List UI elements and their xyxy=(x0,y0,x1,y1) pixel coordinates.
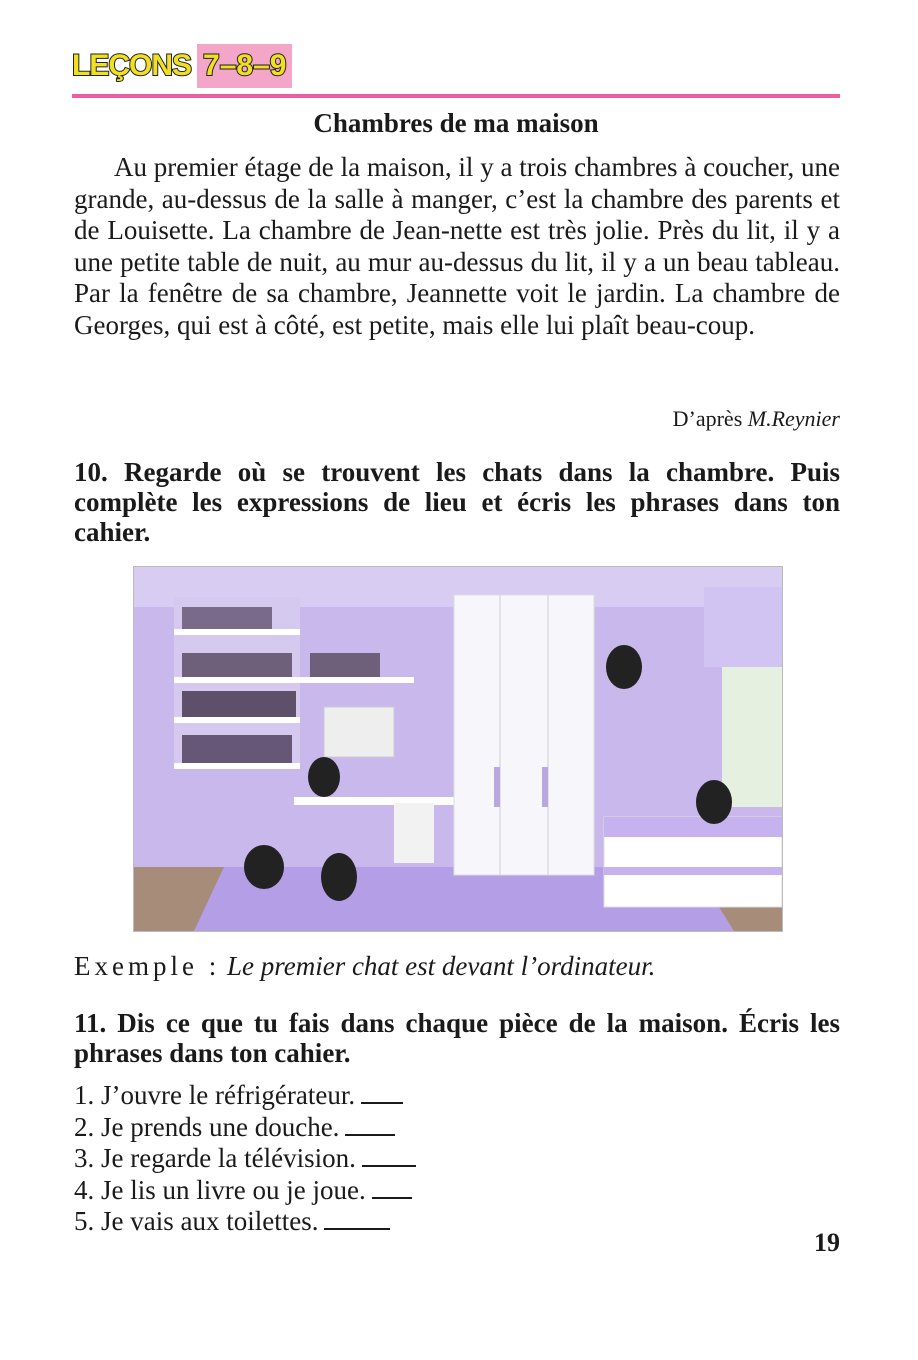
list-item: 3. Je regarde la télévision. xyxy=(74,1143,416,1175)
list-item: 4. Je lis un livre ou je joue. xyxy=(74,1175,416,1207)
reading-title: Chambres de ma maison xyxy=(313,108,599,138)
list-item: 5. Je vais aux toilettes. xyxy=(74,1206,416,1238)
lessons-word: LEÇONS xyxy=(72,49,192,82)
task-11: 11. Dis ce que tu fais dans chaque pièce de la maison. Écris les phrases dans ton cahier. xyxy=(74,1008,840,1068)
source-author: M.Reynier xyxy=(747,406,840,431)
example-text: Le premier chat est devant l’ordinateur. xyxy=(226,951,656,981)
page-number: 19 xyxy=(814,1228,840,1257)
answer-blank[interactable] xyxy=(362,1143,416,1167)
answer-blank[interactable] xyxy=(324,1206,390,1230)
task-10: 10. Regarde où se trouvent les chats dans la chambre. Puis complète les expressions de lieu et écris les phrases dans ton cahier. xyxy=(74,457,840,547)
answer-blank[interactable] xyxy=(372,1175,412,1199)
reading-source xyxy=(673,406,840,432)
wardrobe xyxy=(454,595,594,875)
bedroom-cats-illustration xyxy=(133,566,783,932)
list-item: 2. Je prends une douche. xyxy=(74,1112,416,1144)
example-line xyxy=(74,951,655,982)
lesson-numbers: 7–8–9 xyxy=(197,44,292,88)
header-rule xyxy=(72,94,840,98)
task-11-items xyxy=(74,1080,416,1238)
answer-blank[interactable] xyxy=(345,1112,395,1136)
source-prefix: D’après xyxy=(672,406,748,431)
bed xyxy=(604,817,782,907)
answer-blank[interactable] xyxy=(361,1080,403,1104)
lesson-header xyxy=(72,44,292,88)
example-label: Exemple : xyxy=(74,951,221,981)
reading-paragraph: Au premier étage de la maison, il y a trois chambres à coucher, une grande, au-dessus de la salle à manger, c’est la chambre des parents et de Louisette. La chambre de Jean-nette est très jolie. Près du lit, il y a une petite table de nuit, au mur au-dessus du lit, il y a un beau tableau. Par la fenêtre de sa chambre, Jeannette voit le jardin. La chambre de Georges, qui est à côté, est petite, mais elle lui plaît beau-coup. xyxy=(74,152,840,340)
list-item: 1. J’ouvre le réfrigérateur. xyxy=(74,1080,416,1112)
